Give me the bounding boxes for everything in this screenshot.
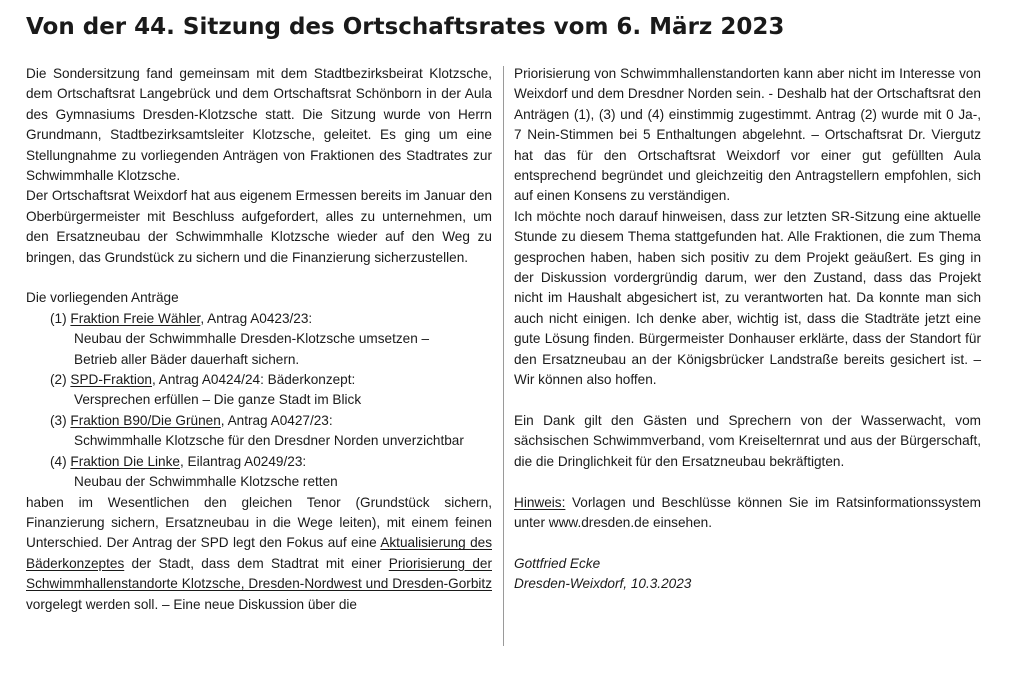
paragraph-ortschaftsrat-decision: Der Ortschaftsrat Weixdorf hat aus eigenem Ermessen bereits im Januar den Oberbürgermeister mit Beschluss aufgefordert, alles zu unternehmen, um den Ersatzneubau der Schwimmhalle Klotzsche wieder auf den Weg zu bringen, das Grundstück zu sichern und die Finanzierung sicherzustellen.	[26, 188, 492, 265]
left-column	[26, 64, 492, 615]
article-title: Von der 44. Sitzung des Ortschaftsrates vom 6. März 2023	[26, 14, 785, 40]
paragraph-motions-summary: haben im Wesentlichen den gleichen Tenor (Grundstück sichern, Finanzierung sichern, Ersatzneubau in die Wege leiten), mit einem feinen Unterschied. Der Antrag der SPD legt den Fokus auf eine Aktualisierung des Bäderkonzeptes der Stadt, dass dem Stadtrat mit einer Priorisierung der Schwimmhallenstandorte Klotzsche, Dresden-Nordwest und Dresden-Gorbitz vorgelegt werden soll. – Eine neue Diskussion über die	[26, 494, 492, 612]
paragraph-gap	[514, 472, 981, 492]
paragraph-sr-session: Ich möchte noch darauf hinweisen, dass zur letzten SR-Sitzung eine aktuelle Stunde zu diesem Thema stattgefunden hat. Alle Fraktionen, die zum Thema gesprochen haben, haben sich positiv zu dem Projekt geäußert. Es ging in der Diskussion vordergründig darum, wer den Zustand, dass das Projekt nicht im Haushalt abgesichert ist, zu verantworten hat. Da konnte man sich auch nicht einigen. Ich denke aber, wichtig ist, dass die Stadträte jetzt eine gute Lösung finden. Bürgermeister Donhauser erklärte, dass der Standort für den Ersatzneubau an der Königsbrücker Landstraße bereits gesichert ist. – Wir können also hoffen.	[514, 208, 981, 388]
hint-label: Hinweis:	[514, 494, 566, 510]
motion-title-line: Versprechen erfüllen – Die ganze Stadt im Blick	[74, 392, 362, 408]
motions-list	[26, 309, 492, 493]
motion-reference: , Antrag A0423/23:	[200, 310, 313, 326]
paragraph-gap	[26, 268, 492, 288]
motion-number: (3)	[50, 412, 71, 428]
paragraph-intro: Die Sondersitzung fand gemeinsam mit dem Stadtbezirksbeirat Klotzsche, dem Ortschaftsrat Langebrück und dem Ortschaftsrat Schönborn in der Aula des Gymnasiums Dresden-Klotzsche statt. Die Sitzung wurde von Herrn Grundmann, Stadtbezirksamtsleiter Klotzsche, geleitet. Es ging um eine Stellungnahme zu vorliegenden Anträgen von Fraktionen des Stadtrates zur Schwimmhalle Klotzsche.	[26, 66, 492, 184]
motion-reference: , Antrag A0424/24: Bäderkonzept:	[151, 372, 356, 388]
motion-number: (4)	[50, 453, 71, 469]
motion-item	[26, 411, 492, 452]
motion-number: (2)	[50, 372, 71, 388]
motions-intro: Die vorliegenden Anträge	[26, 290, 179, 306]
motion-faction: Fraktion B90/Die Grünen	[70, 412, 221, 428]
hint-text: Vorlagen und Beschlüsse können Sie im Ratsinformationssystem unter www.dresden.de einsehen.	[514, 494, 981, 530]
motion-number: (1)	[50, 310, 71, 326]
motion-faction: Fraktion Die Linke	[70, 453, 180, 469]
motion-item	[26, 309, 492, 370]
paragraph-gap	[514, 533, 981, 553]
author-name: Gottfried Ecke	[514, 555, 601, 571]
right-column	[514, 64, 981, 595]
paragraph-vote-result: Priorisierung von Schwimmhallenstandorten kann aber nicht im Interesse von Weixdorf und dem Dresdner Norden sein. - Deshalb hat der Ortschaftsrat den Anträgen (1), (3) und (4) einstimmig zugestimmt. Antrag (2) wurde mit 0 Ja-, 7 Nein-Stimmen bei 5 Enthaltungen abgelehnt. – Ortschaftsrat Dr. Viergutz hat das für den Ortschaftsrat Weixdorf vor einer gut gefüllten Aula entsprechend begründet und gleichzeitig den Antragstellern empfohlen, sich auf einen Konsens zu verständigen.	[514, 66, 981, 204]
paragraph-hint	[514, 493, 981, 534]
highlight-priorisierung: Priorisierung der Schwimmhallenstandorte Klotzsche, Dresden-Nordwest und Dresden-Gorbitz	[26, 555, 492, 592]
paragraph-gap	[514, 391, 981, 411]
motion-title-line: Neubau der Schwimmhalle Dresden-Klotzsche umsetzen –	[74, 331, 430, 347]
motion-title-line: Betrieb aller Bäder dauerhaft sichern.	[74, 351, 300, 367]
column-divider	[503, 66, 504, 646]
motion-reference: , Antrag A0427/23:	[220, 412, 333, 428]
paragraph-thanks: Ein Dank gilt den Gästen und Sprechern von der Wasserwacht, vom sächsischen Schwimmverband, vom Kreiselternrat und aus der Bürgerschaft, die die Dringlichkeit für den Ersatzneubau bekräftigten.	[514, 412, 981, 469]
motion-title-line: Neubau der Schwimmhalle Klotzsche retten	[74, 474, 338, 490]
motion-faction: Fraktion Freie Wähler	[70, 310, 201, 326]
motion-reference: , Eilantrag A0249/23:	[179, 453, 307, 469]
motion-item	[26, 452, 492, 493]
author-place-date: Dresden-Weixdorf, 10.3.2023	[514, 576, 692, 592]
motion-faction: SPD-Fraktion	[70, 372, 152, 388]
motion-item	[26, 370, 492, 411]
highlight-baederkonzept: Aktualisierung des Bäderkonzeptes	[26, 535, 492, 571]
motion-title-line: Schwimmhalle Klotzsche für den Dresdner Norden unverzichtbar	[74, 433, 464, 449]
